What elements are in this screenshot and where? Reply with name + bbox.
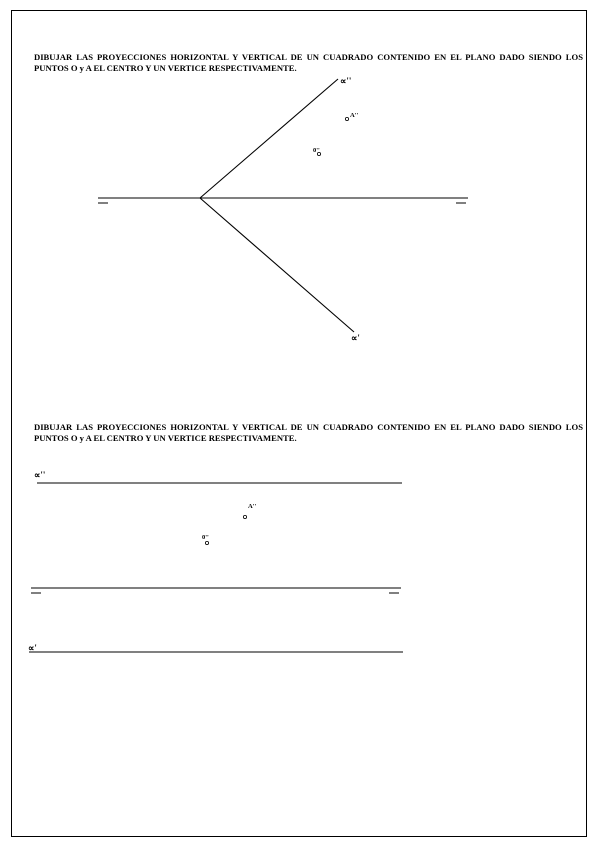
horizontal-trace-label: ∝': [28, 643, 37, 653]
vertical-trace-label: ∝'': [340, 76, 352, 86]
exercise-1-statement: DIBUJAR LAS PROYECCIONES HORIZONTAL Y VERTICAL DE UN CUADRADO CONTENIDO EN EL PLANO DADO SIENDO LOS PUNTOS O y A EL CENTRO Y UN VERTICE RESPECTIVAMENTE.: [34, 52, 583, 73]
vertical-trace: [200, 79, 338, 198]
point-a-label: A'': [248, 503, 257, 510]
exercise-2-drawing: [29, 483, 403, 652]
point-o-marker: [205, 541, 208, 544]
exercise-2-statement: DIBUJAR LAS PROYECCIONES HORIZONTAL Y VERTICAL DE UN CUADRADO CONTENIDO EN EL PLANO DADO SIENDO LOS PUNTOS O y A EL CENTRO Y UN VERTICE RESPECTIVAMENTE.: [34, 422, 583, 443]
point-o-label: 0'': [313, 147, 320, 154]
point-o-label: 0'': [202, 534, 209, 541]
point-a-label: A'': [350, 112, 359, 119]
vertical-trace-label: ∝'': [34, 470, 46, 480]
point-a-marker: [345, 117, 348, 120]
horizontal-trace: [200, 198, 354, 332]
exercise-1-drawing: [98, 79, 468, 332]
horizontal-trace-label: ∝': [351, 333, 360, 343]
point-a-marker: [243, 515, 246, 518]
